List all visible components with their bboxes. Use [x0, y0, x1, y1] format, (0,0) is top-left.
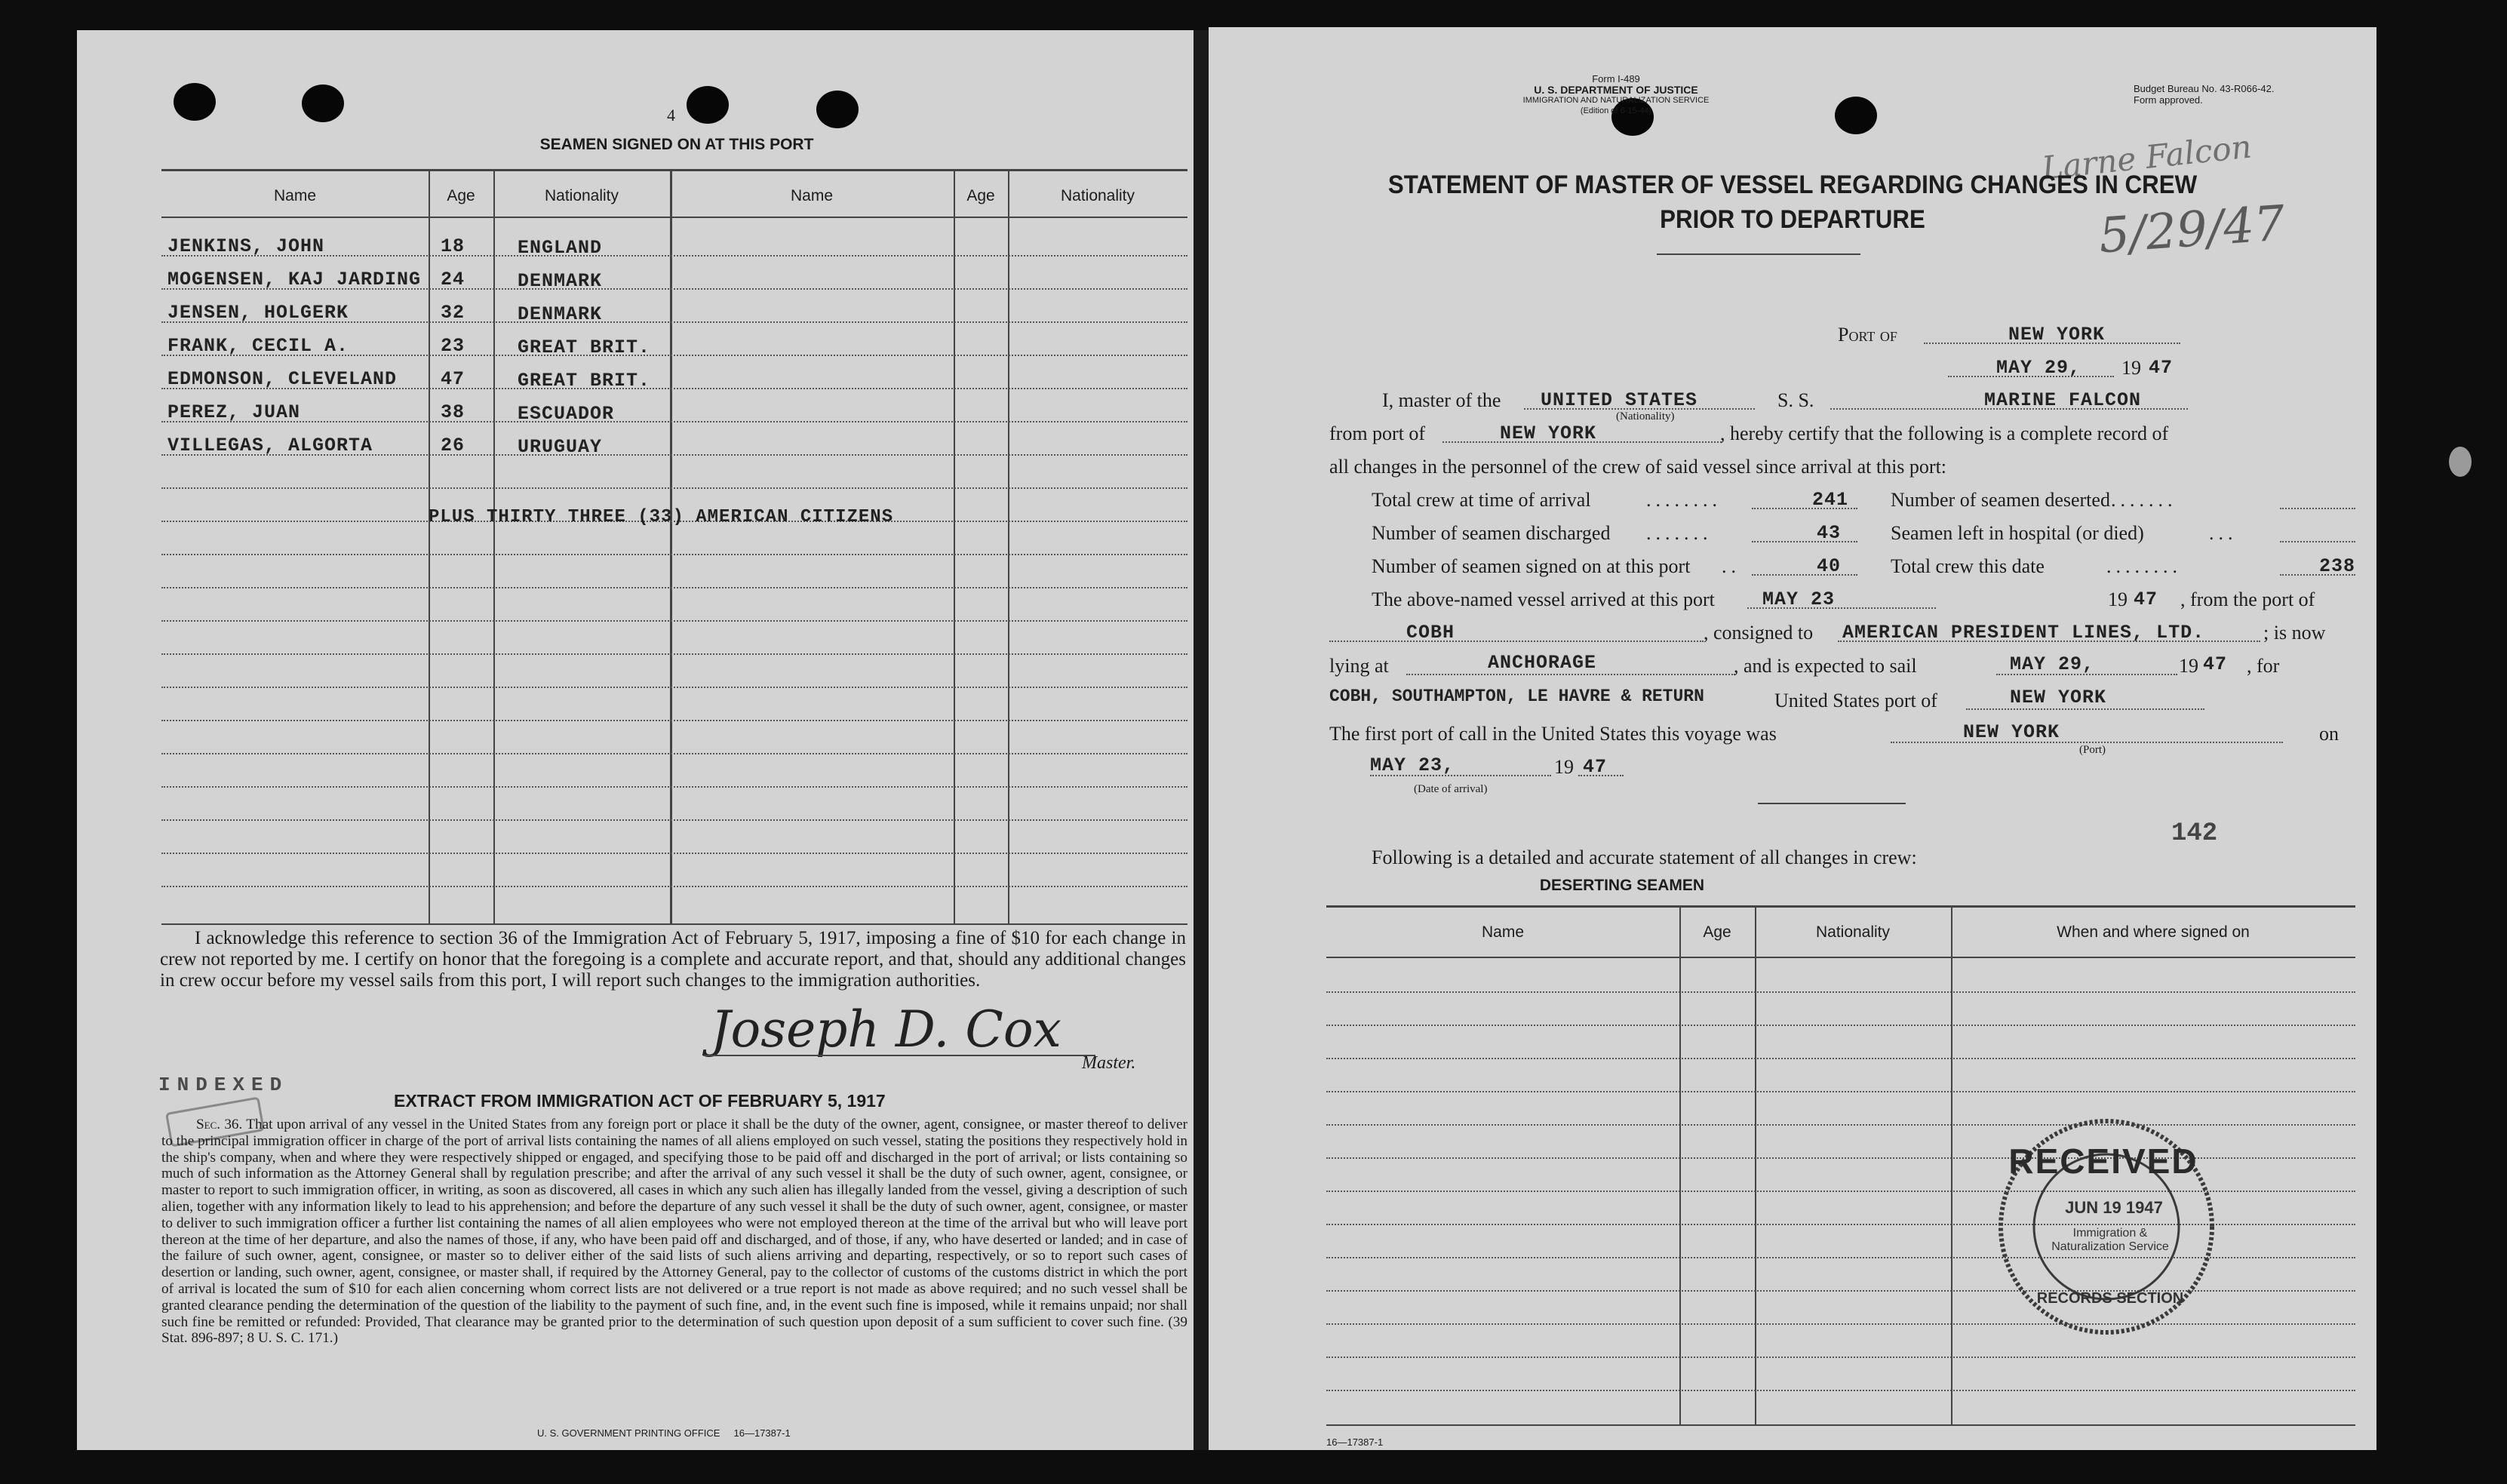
- port-label: (Port): [2079, 744, 2106, 756]
- signed-on-value: 40: [1817, 555, 1842, 577]
- from-port-of-arrival: COBH: [1406, 622, 1455, 644]
- header-age: Age: [447, 187, 475, 204]
- ss-label: S. S.: [1777, 389, 1814, 411]
- printer-line: 16—17387-1: [1326, 1436, 1384, 1448]
- first-port-value: NEW YORK: [1963, 721, 2060, 743]
- handwritten-name: Larne Falcon: [2040, 128, 2254, 187]
- certify-text: , hereby certify that the following is a complete record of: [1720, 422, 2169, 444]
- header-nationality: Nationality: [1060, 187, 1135, 204]
- arrival-year-prefix: 19: [2108, 588, 2128, 610]
- port-of-value: NEW YORK: [2008, 324, 2106, 346]
- form-approved: Form approved.: [2134, 94, 2203, 106]
- first-port-year-prefix: 19: [1554, 756, 1574, 778]
- expected-sail-label: , and is expected to sail: [1734, 655, 1917, 677]
- consigned-to-label: , consigned to: [1704, 622, 1814, 644]
- punch-hole: [174, 83, 216, 121]
- title-line-1: STATEMENT OF MASTER OF VESSEL REGARDING CHANGES IN CREW: [1387, 171, 2198, 199]
- printer-line: U. S. GOVERNMENT PRINTING OFFICE 16—17387-1: [537, 1427, 791, 1439]
- leader-dots: .......: [2111, 489, 2177, 511]
- consigned-to: AMERICAN PRESIDENT LINES, LTD.: [1842, 622, 2205, 644]
- leader-dots: .......: [1646, 522, 1713, 544]
- sail-year: 47: [2203, 653, 2228, 675]
- arrived-text: The above-named vessel arrived at this port: [1372, 588, 1715, 610]
- crew-age: 47: [441, 368, 465, 390]
- port-of-label: Port of: [1838, 324, 1897, 346]
- header-age: Age: [966, 187, 995, 204]
- header-name: Name: [790, 187, 834, 204]
- total-crew-arrival: 241: [1812, 489, 1849, 511]
- punch-hole: [1835, 97, 1877, 134]
- crew-name: MOGENSEN, KAJ JARDING: [167, 269, 422, 290]
- extract-title: EXTRACT FROM IMMIGRATION ACT OF FEBRUARY 5, 1917: [394, 1091, 886, 1111]
- on-label: on: [2319, 723, 2339, 745]
- from-port-label: from port of: [1329, 422, 1426, 444]
- left-page: [77, 30, 1194, 1450]
- master-of-label: I, master of the: [1382, 389, 1501, 411]
- deserted-label: Number of seamen deserted: [1891, 489, 2110, 511]
- statement-year-prefix: 19: [2121, 357, 2141, 379]
- header-nationality: Nationality: [1815, 923, 1891, 941]
- crew-name: PEREZ, JUAN: [167, 401, 301, 423]
- following-text: Following is a detailed and accurate statement of all changes in crew:: [1372, 846, 1917, 868]
- punch-hole: [302, 84, 344, 122]
- header-nationality: Nationality: [544, 187, 619, 204]
- discharged-label: Number of seamen discharged: [1372, 522, 1611, 544]
- received-stamp: [1993, 1114, 2220, 1340]
- budget-bureau: Budget Bureau No. 43-R066-42.: [2134, 83, 2275, 94]
- leader-dots: ...: [2209, 522, 2238, 544]
- first-port-date: MAY 23,: [1370, 754, 1455, 776]
- crew-nationality: GREAT BRIT.: [518, 336, 651, 358]
- stamp-title: RECEIVED: [2008, 1141, 2198, 1181]
- sail-year-prefix: 19: [2179, 655, 2198, 677]
- destination: COBH, SOUTHAMPTON, LE HAVRE & RETURN: [1329, 687, 1704, 706]
- punch-hole: [687, 86, 729, 124]
- nationality-label: (Nationality): [1616, 410, 1675, 422]
- date-of-arrival-label: (Date of arrival): [1414, 783, 1488, 795]
- title-line-2: PRIOR TO DEPARTURE: [1660, 205, 1925, 234]
- arrival-year: 47: [2134, 588, 2158, 610]
- page-number-stamp: 142: [2171, 819, 2218, 848]
- header-name: Name: [1481, 923, 1525, 941]
- crew-nationality: URUGUAY: [518, 436, 603, 458]
- signature-role: Master.: [1082, 1053, 1136, 1073]
- acknowledgment-text: I acknowledge this reference to section 36 of the Immigration Act of February 5, 1917, imposing a fine of $10 for each change in crew not reported by me. I certify on honor that the foregoing is a complete and accurate report, and that, should any additional changes in crew occur before my vessel sails from this port, I will report such changes to the immigration authorities.: [160, 928, 1186, 991]
- edge-mark: [2449, 447, 2472, 477]
- is-now: ; is now: [2263, 622, 2326, 644]
- american-citizens-note: PLUS THIRTY THREE (33) AMERICAN CITIZENS: [429, 507, 894, 527]
- crew-name: EDMONSON, CLEVELAND: [167, 368, 398, 390]
- lying-at-label: lying at: [1329, 655, 1389, 677]
- service: IMMIGRATION AND NATURALIZATION SERVICE: [1522, 96, 1710, 105]
- indexed-stamp: INDEXED: [158, 1074, 289, 1096]
- total-departure-value: 238: [2319, 555, 2356, 577]
- punch-hole: [816, 91, 859, 128]
- stamp-section: RECORDS SECTION: [2036, 1290, 2184, 1307]
- crew-name: JENKINS, JOHN: [167, 235, 325, 257]
- leader-dots: ..: [1722, 555, 1740, 577]
- form-header: [1450, 74, 1782, 116]
- section-title: SEAMEN SIGNED ON AT THIS PORT: [539, 136, 814, 153]
- sail-date: MAY 29,: [2010, 653, 2095, 675]
- extract-body: [161, 1117, 1187, 1347]
- header-when-where: When and where signed on: [2057, 923, 2250, 941]
- crew-nationality: DENMARK: [518, 270, 603, 292]
- handwritten-date: 5/29/47: [2097, 195, 2287, 265]
- signed-on-label: Number of seamen signed on at this port: [1372, 555, 1691, 577]
- right-page: [1209, 27, 2376, 1450]
- extract-lead: Sec. 36.: [196, 1117, 243, 1132]
- budget-bureau-block: [2134, 83, 2274, 106]
- crew-nationality: ENGLAND: [518, 237, 603, 259]
- form-number: Form I-489: [1592, 73, 1640, 84]
- stamp-office: Immigration & Naturalization Service: [2051, 1227, 2169, 1253]
- statement-date: MAY 29,: [1996, 357, 2081, 379]
- crew-name: JENSEN, HOLGERK: [167, 302, 349, 324]
- department: U. S. DEPARTMENT OF JUSTICE: [1534, 84, 1698, 96]
- header-name: Name: [273, 187, 317, 204]
- arrival-date: MAY 23: [1762, 588, 1836, 610]
- from-the-port-of: , from the port of: [2180, 588, 2315, 610]
- leader-dots: ........: [2106, 555, 2182, 577]
- form-title: [1255, 167, 2330, 237]
- crew-age: 26: [441, 435, 465, 456]
- crew-age: 32: [441, 302, 465, 324]
- statement-year: 47: [2149, 357, 2174, 379]
- master-signature: Joseph D. Cox: [711, 1000, 1061, 1058]
- for-label: , for: [2247, 655, 2280, 677]
- header-age: Age: [1703, 923, 1731, 941]
- changes-text: all changes in the personnel of the crew of said vessel since arrival at this port:: [1329, 456, 1947, 478]
- us-port: NEW YORK: [2010, 687, 2107, 708]
- crew-nationality: ESCUADOR: [518, 403, 615, 425]
- crew-name: VILLEGAS, ALGORTA: [167, 435, 373, 456]
- crew-age: 24: [441, 269, 465, 290]
- deserting-title: DESERTING SEAMEN: [1539, 877, 1705, 894]
- crew-name: FRANK, CECIL A.: [167, 335, 349, 357]
- vessel-name: MARINE FALCON: [1984, 389, 2142, 411]
- from-port-value: NEW YORK: [1500, 422, 1597, 444]
- us-port-label: United States port of: [1774, 690, 1937, 711]
- page-number: 4: [667, 106, 675, 124]
- crew-nationality: GREAT BRIT.: [518, 370, 651, 392]
- first-port-text: The first port of call in the United States this voyage was: [1329, 723, 1777, 745]
- nationality-value: UNITED STATES: [1541, 389, 1698, 411]
- crew-age: 18: [441, 235, 465, 257]
- total-crew-arrival-label: Total crew at time of arrival: [1372, 489, 1591, 511]
- crew-age: 23: [441, 335, 465, 357]
- crew-age: 38: [441, 401, 465, 423]
- lying-at-value: ANCHORAGE: [1488, 652, 1597, 674]
- page-gutter: [1194, 30, 1209, 1450]
- extract-text: That upon arrival of any vessel in the United States from any foreign port or place it shall be the duty of the owner, agent, consignee, or master thereof to deliver to the principal immigration officer in charge of the port of arrival lists containing the names of all aliens employed on such vessel, stating the positions they respectively hold in the ship's company, when and where they were respectively shipped or engaged, and specifying those to be paid off and discharged in the port of arrival; or lists containing so much of such information as the Attorney General shall by regulation prescribe; and after the arrival of any such vessel it shall be the duty of such owner, agent, consignee, or master to report to such immigration officer, in writing, as soon as discovered, all cases in which any such alien has illegally landed from the vessel, giving a description of such alien, together with any information likely to lead to his apprehension; and before the departure of any such vessel it shall be the duty of such owner, agent, consignee, or master to deliver to such immigration officer a further list containing the names of all alien employees who were not employed thereon at the time of the arrival but who will leave port thereon at the time of her departure, and also the names of those, if any, who have been paid off and discharged, and of those, if any, who have deserted or landed; and in case of the failure of such owner, agent, consignee, or master so to deliver either of the said lists of such aliens arriving and departing, respectively, or so to report such cases of desertion or landing, such owner, agent, consignee, or master shall, if required by the Attorney General, pay to the collector of customs of the customs district in which the port of arrival is located the sum of $10 for each alien concerning whom correct lists are not delivered or a true report is not made as above required; and no such vessel shall be granted clearance pending the determination of the question of the liability to the payment of such fine, and, in the event such fine is imposed, while it remains unpaid; nor shall such fine be remitted or refunded: Provided, That clearance may be granted prior to the determination of such question upon deposit of a sum sufficient to cover such fine. (39 Stat. 896-897; 8 U. S. C. 171.): [161, 1117, 1187, 1347]
- leader-dots: ........: [1646, 489, 1722, 511]
- crew-nationality: DENMARK: [518, 303, 603, 325]
- hospital-label: Seamen left in hospital (or died): [1891, 522, 2144, 544]
- first-port-year: 47: [1583, 756, 1608, 778]
- discharged-value: 43: [1817, 522, 1842, 544]
- total-departure-label: Total crew this date: [1891, 555, 2045, 577]
- stamp-date: JUN 19 1947: [2065, 1198, 2163, 1217]
- edition: (Edition of 6-15-44): [1580, 106, 1652, 115]
